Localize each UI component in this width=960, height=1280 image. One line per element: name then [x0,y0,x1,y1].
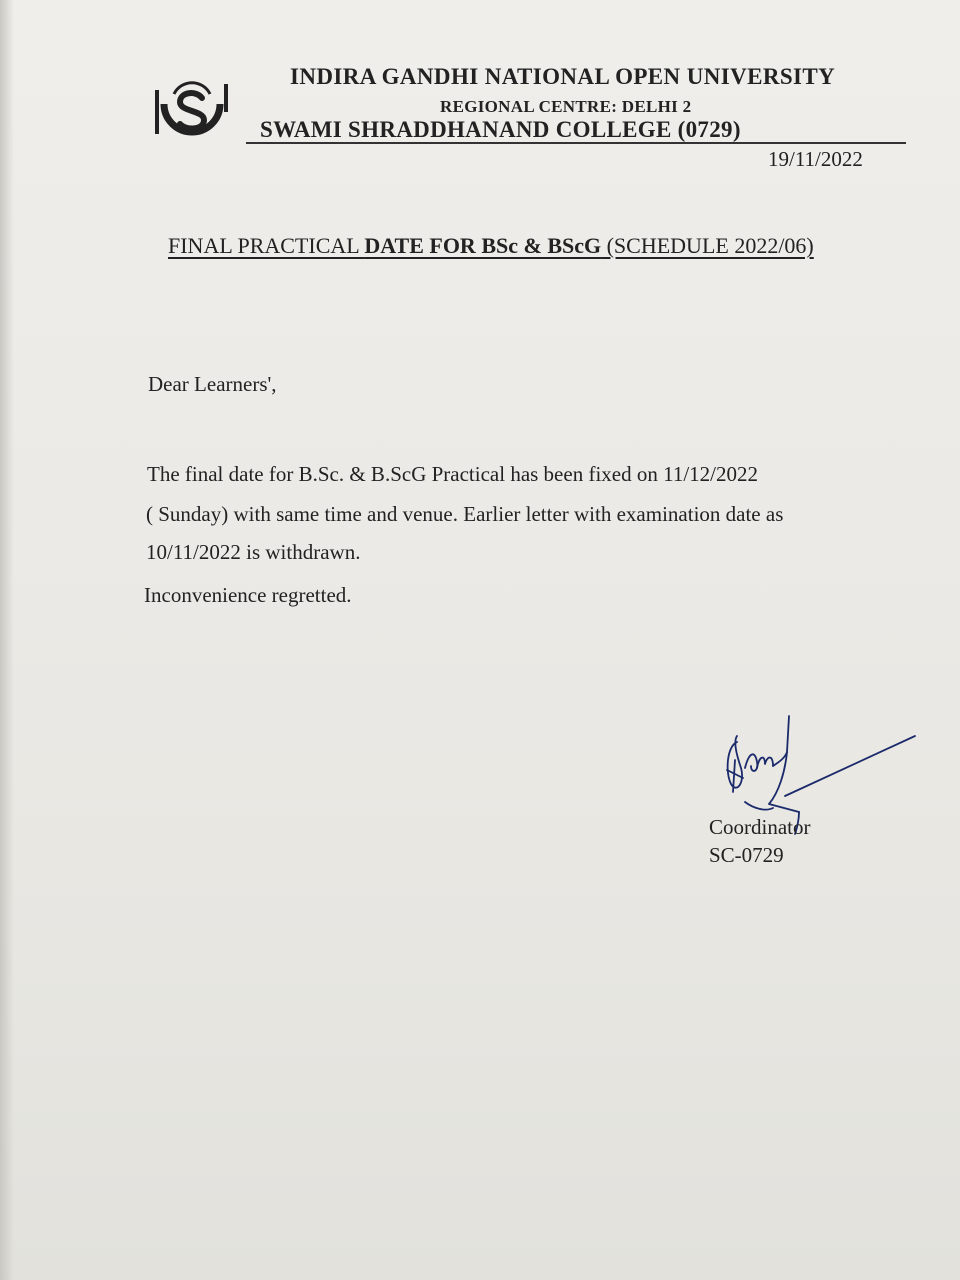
subject-part-3: (SCHEDULE 2022/06) [601,233,814,258]
ignou-logo-icon [152,74,232,142]
body-line-2: ( Sunday) with same time and venue. Earlier letter with examination date as [146,502,784,526]
subject-part-1: FINAL PRACTICAL [168,233,365,258]
body-line-3: 10/11/2022 is withdrawn. [146,540,361,564]
university-name: INDIRA GANDHI NATIONAL OPEN UNIVERSITY [290,64,836,89]
subject-line [168,233,814,259]
signatory-code: SC-0729 [709,843,784,867]
page-edge-shadow [0,0,14,1280]
signatory-title: Coordinator [709,815,811,839]
regional-centre: REGIONAL CENTRE: DELHI 2 [440,97,692,116]
subject-part-2: DATE FOR BSc & BScG [364,233,602,258]
header-divider [246,142,906,144]
letter-date: 19/11/2022 [768,147,863,171]
college-name: SWAMI SHRADDHANAND COLLEGE (0729) [260,117,741,142]
body-line-1: The final date for B.Sc. & B.ScG Practical has been fixed on 11/12/2022 [147,462,758,486]
salutation: Dear Learners', [148,372,277,396]
closing-remark: Inconvenience regretted. [144,583,352,607]
